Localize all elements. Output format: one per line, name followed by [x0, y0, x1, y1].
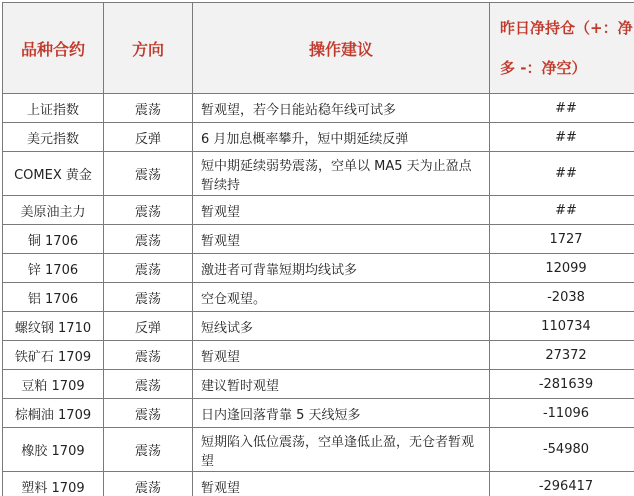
cell-direction: 震荡 [104, 283, 193, 312]
table-row [3, 94, 634, 123]
cell-advice: 日内逢回落背靠 5 天线短多 [193, 399, 490, 428]
cell-position: ## [490, 196, 634, 225]
table-row [3, 341, 634, 370]
cell-position: -54980 [490, 428, 634, 472]
cell-direction: 震荡 [104, 196, 193, 225]
cell-advice: 6 月加息概率攀升，短中期延续反弹 [193, 123, 490, 152]
header-net-position: 昨日净持仓（+：净多 -：净空） [490, 3, 634, 94]
cell-advice: 短期陷入低位震荡，空单逢低止盈，无仓者暂观望 [193, 428, 490, 472]
cell-advice: 暂观望，若今日能站稳年线可试多 [193, 94, 490, 123]
cell-contract: 美元指数 [3, 123, 104, 152]
table-row [3, 370, 634, 399]
table-row [3, 312, 634, 341]
cell-contract: 豆粕 1709 [3, 370, 104, 399]
cell-advice: 暂观望 [193, 225, 490, 254]
cell-advice: 暂观望 [193, 196, 490, 225]
header-advice: 操作建议 [193, 3, 490, 94]
cell-direction: 震荡 [104, 428, 193, 472]
cell-direction: 震荡 [104, 399, 193, 428]
table-row [3, 399, 634, 428]
header-contract: 品种合约 [3, 3, 104, 94]
cell-advice: 暂观望 [193, 341, 490, 370]
cell-position: -281639 [490, 370, 634, 399]
cell-direction: 震荡 [104, 152, 193, 196]
cell-direction: 震荡 [104, 370, 193, 399]
table-row [3, 152, 634, 196]
cell-position: -2038 [490, 283, 634, 312]
cell-position: 12099 [490, 254, 634, 283]
cell-direction: 震荡 [104, 94, 193, 123]
cell-direction: 震荡 [104, 472, 193, 496]
cell-contract: 螺纹钢 1710 [3, 312, 104, 341]
table-row [3, 225, 634, 254]
header-direction: 方向 [104, 3, 193, 94]
table-row [3, 472, 634, 496]
cell-contract: 铜 1706 [3, 225, 104, 254]
cell-contract: 塑料 1709 [3, 472, 104, 496]
cell-contract: COMEX 黄金 [3, 152, 104, 196]
cell-advice: 短线试多 [193, 312, 490, 341]
cell-position: -296417 [490, 472, 634, 496]
cell-direction: 震荡 [104, 225, 193, 254]
cell-advice: 短中期延续弱势震荡，空单以 MA5 天为止盈点暂续持 [193, 152, 490, 196]
cell-contract: 铁矿石 1709 [3, 341, 104, 370]
table-row [3, 196, 634, 225]
cell-contract: 橡胶 1709 [3, 428, 104, 472]
cell-contract: 锌 1706 [3, 254, 104, 283]
cell-contract: 上证指数 [3, 94, 104, 123]
header-row [3, 3, 634, 94]
cell-direction: 反弹 [104, 312, 193, 341]
cell-advice: 空仓观望。 [193, 283, 490, 312]
table-row [3, 123, 634, 152]
cell-position: 1727 [490, 225, 634, 254]
cell-position: ## [490, 152, 634, 196]
cell-position: 110734 [490, 312, 634, 341]
table-row [3, 283, 634, 312]
cell-position: ## [490, 123, 634, 152]
table-row [3, 254, 634, 283]
cell-direction: 震荡 [104, 254, 193, 283]
cell-direction: 震荡 [104, 341, 193, 370]
cell-direction: 反弹 [104, 123, 193, 152]
table-row [3, 428, 634, 472]
cell-contract: 铝 1706 [3, 283, 104, 312]
cell-contract: 棕榈油 1709 [3, 399, 104, 428]
futures-advice-table [2, 2, 634, 496]
cell-position: 27372 [490, 341, 634, 370]
cell-advice: 暂观望 [193, 472, 490, 496]
cell-contract: 美原油主力 [3, 196, 104, 225]
cell-advice: 建议暂时观望 [193, 370, 490, 399]
cell-position: -11096 [490, 399, 634, 428]
cell-position: ## [490, 94, 634, 123]
cell-advice: 激进者可背靠短期均线试多 [193, 254, 490, 283]
